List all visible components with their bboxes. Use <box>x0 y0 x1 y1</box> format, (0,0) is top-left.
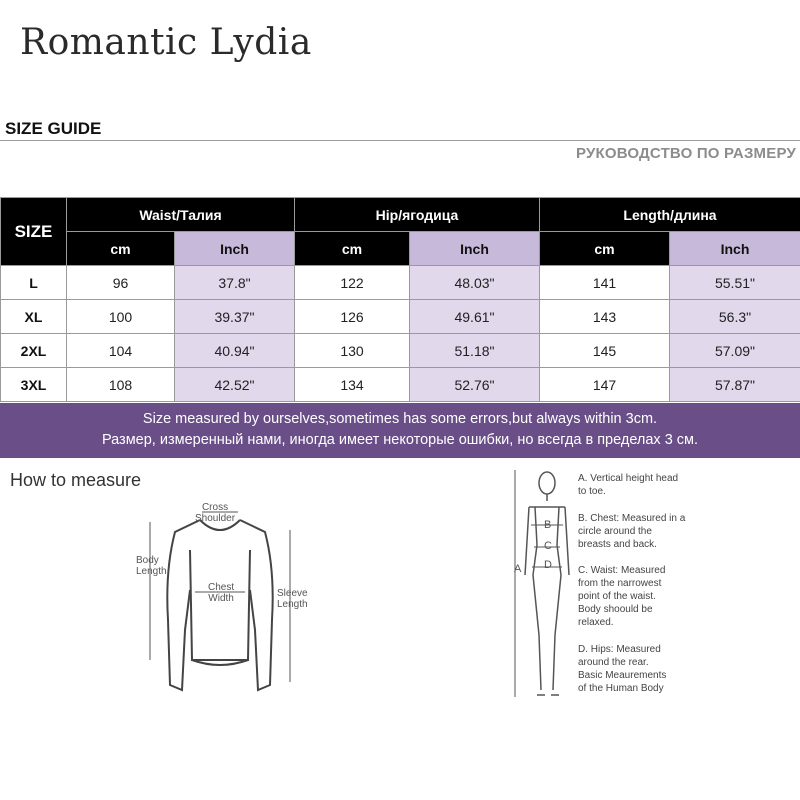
hip-cm-cell: 126 <box>295 300 410 334</box>
size-guide-title: SIZE GUIDE <box>5 119 102 138</box>
hip-inch-cell: 51.18" <box>410 334 540 368</box>
hip-header: Hip/ягодица <box>295 198 540 232</box>
length-cm-cell: 145 <box>540 334 670 368</box>
length-inch-cell: 55.51" <box>670 266 800 300</box>
size-table <box>0 197 800 402</box>
waist-cm-cell: 96 <box>67 266 175 300</box>
size-guide-subtitle: РУКОВОДСТВО ПО РАЗМЕРУ <box>575 145 796 162</box>
waist-inch-cell: 39.37" <box>175 300 295 334</box>
waist-inch-header: Inch <box>175 232 295 266</box>
cross-label-line2: Shoulder <box>195 513 236 524</box>
desc-b-line: B. Chest: Measured in a <box>578 513 686 524</box>
hip-cm-cell: 130 <box>295 334 410 368</box>
desc-a <box>578 472 678 498</box>
mark-c: C <box>544 540 552 552</box>
how-to-measure-title: How to measure <box>10 470 142 490</box>
waist-cm-header: cm <box>67 232 175 266</box>
body-length-label-line1: Body <box>136 555 159 566</box>
mark-a: A <box>514 563 522 575</box>
size-header: SIZE <box>1 198 67 266</box>
note-english: Size measured by ourselves,sometimes has some errors,but always within 3cm. <box>142 411 658 427</box>
desc-d-line: around the rear. <box>578 657 649 668</box>
size-cell: 3XL <box>1 368 67 402</box>
size-cell: XL <box>1 300 67 334</box>
waist-inch-cell: 37.8" <box>175 266 295 300</box>
sleeve-length-label-line1: Sleeve <box>277 588 308 599</box>
waist-cm-cell: 100 <box>67 300 175 334</box>
body-length-label-line2: Length <box>136 566 167 577</box>
hip-cm-cell: 122 <box>295 266 410 300</box>
length-cm-cell: 143 <box>540 300 670 334</box>
table-row <box>1 334 800 368</box>
cross-label-line1: Cross <box>201 502 229 513</box>
note-russian: Размер, измеренный нами, иногда имеет некоторые ошибки, но всегда в пределах 3 см. <box>101 432 699 448</box>
table-row <box>1 300 800 334</box>
desc-c-line: relaxed. <box>578 617 614 628</box>
desc-b-line: breasts and back. <box>578 539 657 550</box>
desc-c-line: C. Waist: Measured <box>578 565 666 576</box>
sweater-diagram <box>130 510 330 710</box>
how-to-measure-section <box>0 460 800 800</box>
desc-d-line: of the Human Body <box>578 683 664 694</box>
hip-inch-cell: 52.76" <box>410 368 540 402</box>
desc-b <box>578 512 685 551</box>
desc-a-line: to toe. <box>578 486 606 497</box>
desc-c-line: point of the waist. <box>578 591 656 602</box>
mark-d: D <box>544 559 552 571</box>
waist-header: Waist/Талия <box>67 198 295 232</box>
mark-b: B <box>544 519 552 531</box>
length-inch-header: Inch <box>670 232 800 266</box>
length-cm-header: cm <box>540 232 670 266</box>
desc-b-line: circle around the <box>578 526 652 537</box>
chest-width-label-line1: Chest <box>208 582 235 593</box>
hip-inch-cell: 49.61" <box>410 300 540 334</box>
size-cell: 2XL <box>1 334 67 368</box>
table-row <box>1 368 800 402</box>
length-inch-cell: 56.3" <box>670 300 800 334</box>
desc-c-line: from the narrowest <box>578 578 662 589</box>
desc-d <box>578 643 666 695</box>
length-header: Length/длина <box>540 198 800 232</box>
table-row <box>1 266 800 300</box>
hip-inch-cell: 48.03" <box>410 266 540 300</box>
waist-inch-cell: 40.94" <box>175 334 295 368</box>
desc-d-line: Basic Meaurements <box>578 670 667 681</box>
hip-cm-header: cm <box>295 232 410 266</box>
length-cm-cell: 141 <box>540 266 670 300</box>
desc-c <box>578 564 665 629</box>
length-cm-cell: 147 <box>540 368 670 402</box>
desc-d-line: D. Hips: Measured <box>578 644 661 655</box>
chest-width-label-line2: Width <box>208 593 234 604</box>
brand-logo: Romantic Lydia <box>20 22 312 63</box>
size-cell: L <box>1 266 67 300</box>
human-body-figure <box>505 465 575 705</box>
waist-cm-cell: 104 <box>67 334 175 368</box>
desc-c-line: Body shoould be <box>578 604 653 615</box>
waist-inch-cell: 42.52" <box>175 368 295 402</box>
desc-a-line: A. Vertical height head <box>578 473 679 484</box>
length-inch-cell: 57.09" <box>670 334 800 368</box>
sleeve-length-label-line2: Length <box>277 599 308 610</box>
hip-cm-cell: 134 <box>295 368 410 402</box>
divider <box>0 140 800 141</box>
waist-cm-cell: 108 <box>67 368 175 402</box>
measurement-note-banner <box>0 403 800 458</box>
length-inch-cell: 57.87" <box>670 368 800 402</box>
hip-inch-header: Inch <box>410 232 540 266</box>
